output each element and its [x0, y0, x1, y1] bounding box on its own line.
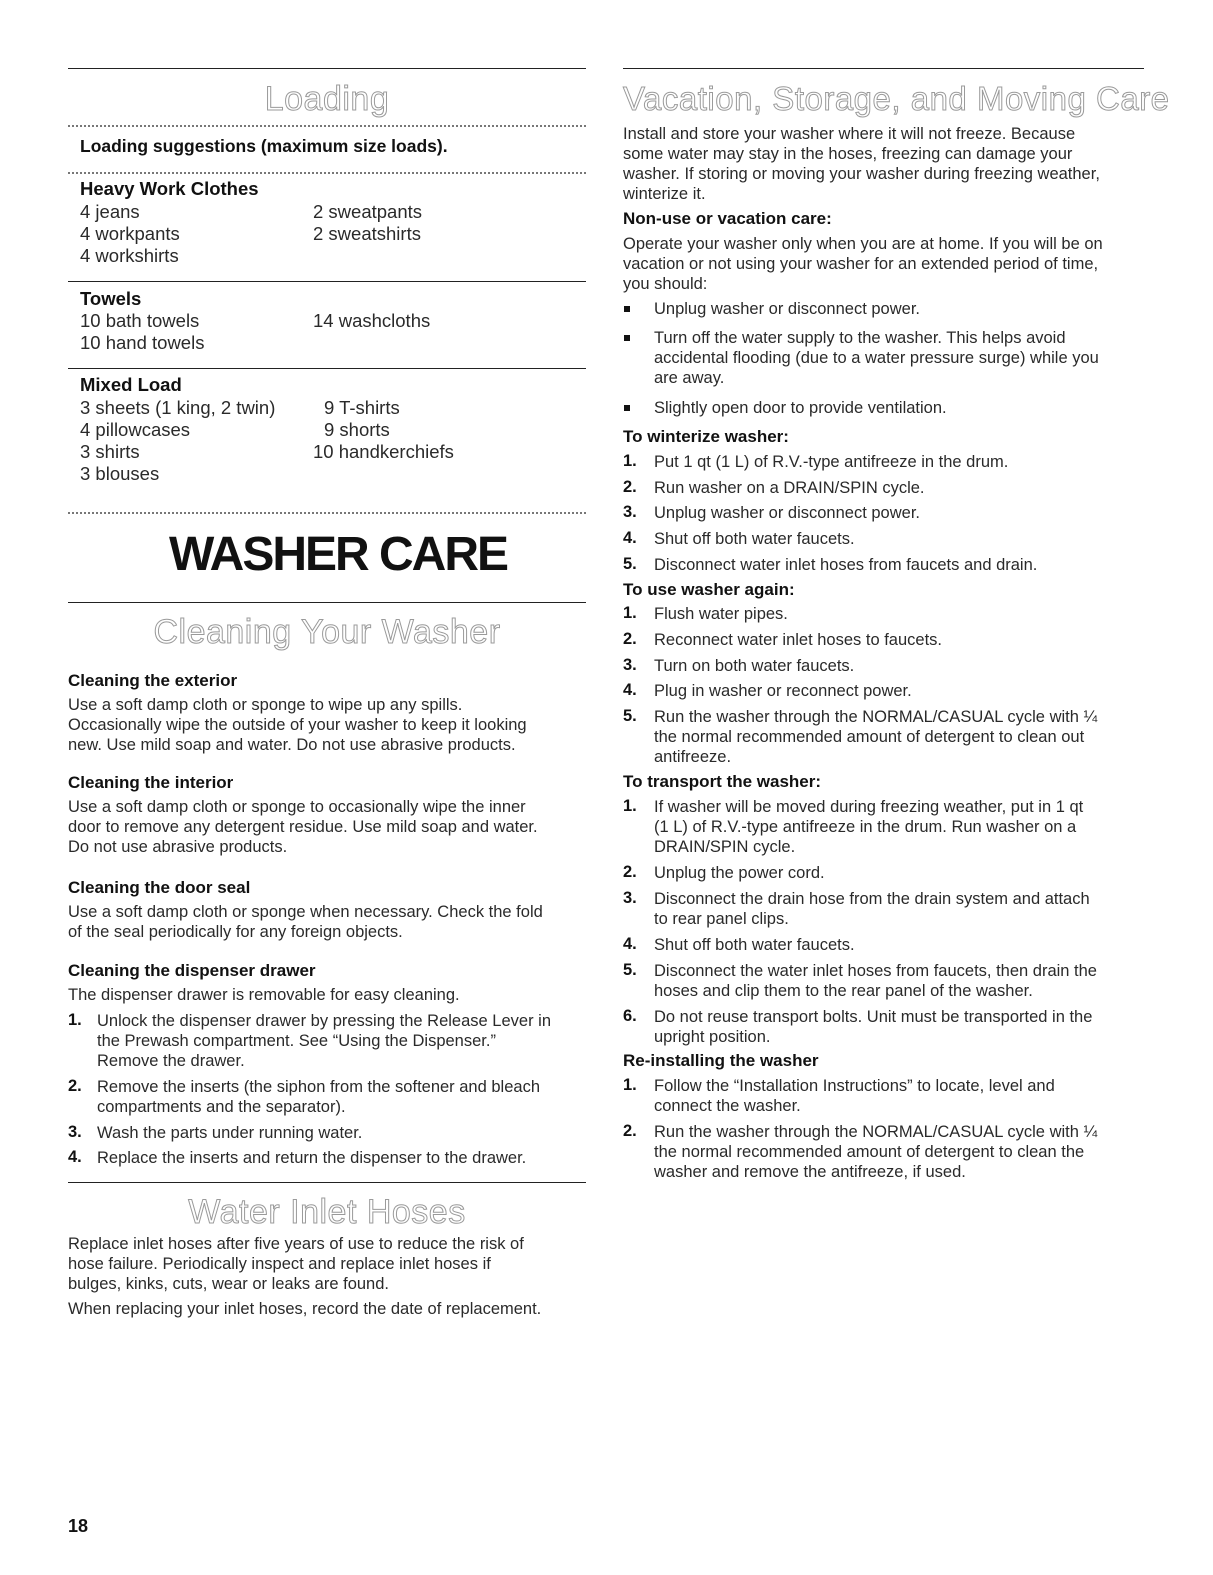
body-line: Operate your washer only when you are at home. If you will be on: [623, 235, 1103, 253]
bullet-line: Turn off the water supply to the washer. This helps avoid: [654, 329, 1066, 347]
step-line: hoses and clip them to the rear panel of the washer.: [654, 982, 1033, 1000]
loading-item: 10 hand towels: [80, 332, 205, 353]
loading-item: 10 handkerchiefs: [313, 441, 454, 462]
loading-item: 3 shirts: [80, 441, 140, 462]
step-number: 2.: [623, 630, 637, 648]
step-line: the normal recommended amount of detergent to clean the: [654, 1143, 1085, 1161]
exterior-title: Cleaning the exterior: [68, 671, 238, 690]
section-rule: [68, 1182, 586, 1183]
step-number: 2.: [68, 1077, 82, 1095]
step-number: 3.: [623, 889, 637, 907]
dotted-rule: [68, 125, 586, 127]
step-number: 3.: [623, 503, 637, 521]
step-line: Flush water pipes.: [654, 605, 788, 623]
step-line: Follow the “Installation Instructions” to locate, level and: [654, 1077, 1055, 1095]
loading-item: 9 shorts: [324, 419, 390, 440]
step-line: Replace the inserts and return the dispenser to the drawer.: [97, 1149, 527, 1167]
body-line: Use a soft damp cloth or sponge when necessary. Check the fold: [68, 903, 543, 921]
loading-item: 9 T-shirts: [324, 397, 400, 418]
body-line: vacation or not using your washer for an extended period of time,: [623, 255, 1099, 273]
step-line: antifreeze.: [654, 748, 732, 766]
loading-item: 3 blouses: [80, 463, 160, 484]
loading-item: 14 washcloths: [313, 310, 431, 331]
section-rule: [68, 281, 586, 282]
bullet-line: Slightly open door to provide ventilation.: [654, 399, 947, 417]
body-line: washer. If storing or moving your washer during freezing weather,: [623, 165, 1100, 183]
step-line: Unplug washer or disconnect power.: [654, 504, 920, 522]
step-line: (1 L) of R.V.-type antifreeze in the drum. Run washer on a: [654, 818, 1077, 836]
step-number: 1.: [623, 452, 637, 470]
transport-title: To transport the washer:: [623, 772, 822, 791]
step-line: washer and remove the antifreeze, if used.: [654, 1163, 966, 1181]
loading-item: 2 sweatshirts: [313, 223, 421, 244]
loading-item: 4 workshirts: [80, 245, 179, 266]
step-line: Disconnect the drain hose from the drain system and attach: [654, 890, 1090, 908]
step-line: Shut off both water faucets.: [654, 936, 855, 954]
step-number: 1.: [68, 1011, 82, 1029]
body-line: Use a soft damp cloth or sponge to occasionally wipe the inner: [68, 798, 526, 816]
step-line: Shut off both water faucets.: [654, 530, 855, 548]
body-line: some water may stay in the hoses, freezing can damage your: [623, 145, 1073, 163]
step-number: 2.: [623, 478, 637, 496]
vacation-heading: Vacation, Storage, and Moving Care: [623, 80, 1170, 117]
mixed-load-title: Mixed Load: [80, 374, 182, 395]
step-line: Wash the parts under running water.: [97, 1124, 363, 1142]
door-seal-title: Cleaning the door seal: [68, 878, 251, 897]
bullet-line: Unplug washer or disconnect power.: [654, 300, 920, 318]
step-line: to rear panel clips.: [654, 910, 789, 928]
loading-item: 4 jeans: [80, 201, 140, 222]
cleaning-heading: Cleaning Your Washer: [153, 613, 501, 651]
bullet-icon: [624, 335, 630, 341]
step-number: 6.: [623, 1007, 637, 1025]
heavy-work-title: Heavy Work Clothes: [80, 178, 259, 199]
hoses-heading: Water Inlet Hoses: [188, 1193, 466, 1231]
nonuse-title: Non-use or vacation care:: [623, 209, 832, 228]
step-number: 3.: [68, 1123, 82, 1141]
body-line: Do not use abrasive products.: [68, 838, 288, 856]
step-line: Do not reuse transport bolts. Unit must be transported in the: [654, 1008, 1093, 1026]
step-line: Unplug the power cord.: [654, 864, 825, 882]
step-number: 1.: [623, 1076, 637, 1094]
loading-item: 3 sheets (1 king, 2 twin): [80, 397, 276, 418]
step-line: upright position.: [654, 1028, 771, 1046]
step-line: Unlock the dispenser drawer by pressing the Release Lever in: [97, 1012, 551, 1030]
step-line: the Prewash compartment. See “Using the Dispenser.”: [97, 1032, 496, 1050]
body-line: Replace inlet hoses after five years of use to reduce the risk of: [68, 1235, 524, 1253]
step-number: 2.: [623, 863, 637, 881]
loading-item: 10 bath towels: [80, 310, 200, 331]
bullet-icon: [624, 405, 630, 411]
loading-heading: Loading: [264, 80, 390, 118]
loading-item: 4 pillowcases: [80, 419, 191, 440]
interior-title: Cleaning the interior: [68, 773, 234, 792]
step-line: Run the washer through the NORMAL/CASUAL cycle with ¼: [654, 708, 1098, 726]
bullet-icon: [624, 306, 630, 312]
dotted-rule: [68, 512, 586, 514]
step-line: Run the washer through the NORMAL/CASUAL cycle with ¼: [654, 1123, 1098, 1141]
step-number: 1.: [623, 604, 637, 622]
top-rule-left: [68, 68, 586, 69]
step-line: Run washer on a DRAIN/SPIN cycle.: [654, 479, 925, 497]
body-line: The dispenser drawer is removable for easy cleaning.: [68, 986, 460, 1004]
step-number: 4.: [623, 935, 637, 953]
section-rule: [68, 602, 586, 603]
body-line: door to remove any detergent residue. Use mild soap and water.: [68, 818, 538, 836]
body-line: of the seal periodically for any foreign objects.: [68, 923, 403, 941]
step-number: 5.: [623, 707, 637, 725]
step-line: Remove the inserts (the siphon from the softener and bleach: [97, 1078, 540, 1096]
section-rule: [68, 368, 586, 369]
loading-item: 4 workpants: [80, 223, 180, 244]
body-line: you should:: [623, 275, 708, 293]
loading-item: 2 sweatpants: [313, 201, 423, 222]
step-number: 1.: [623, 797, 637, 815]
step-number: 4.: [623, 529, 637, 547]
loading-suggestions-title: Loading suggestions (maximum size loads).: [80, 136, 448, 156]
body-line: Install and store your washer where it will not freeze. Because: [623, 125, 1076, 143]
step-line: If washer will be moved during freezing weather, put in 1 qt: [654, 798, 1084, 816]
washer-care-title: WASHER CARE: [169, 528, 508, 581]
body-line: new. Use mild soap and water. Do not use abrasive products.: [68, 736, 516, 754]
body-line: Use a soft damp cloth or sponge to wipe up any spills.: [68, 696, 463, 714]
body-line: winterize it.: [623, 185, 706, 203]
dotted-rule: [68, 172, 586, 174]
step-line: Plug in washer or reconnect power.: [654, 682, 912, 700]
step-line: Disconnect the water inlet hoses from faucets, then drain the: [654, 962, 1097, 980]
towels-title: Towels: [80, 288, 142, 309]
step-line: Turn on both water faucets.: [654, 657, 855, 675]
step-number: 4.: [68, 1148, 82, 1166]
dispenser-title: Cleaning the dispenser drawer: [68, 961, 316, 980]
step-line: Reconnect water inlet hoses to faucets.: [654, 631, 942, 649]
step-line: Put 1 qt (1 L) of R.V.-type antifreeze in the drum.: [654, 453, 1009, 471]
step-line: Disconnect water inlet hoses from faucets and drain.: [654, 556, 1038, 574]
step-line: connect the washer.: [654, 1097, 801, 1115]
page-number: 18: [68, 1516, 89, 1536]
body-line: When replacing your inlet hoses, record the date of replacement.: [68, 1300, 542, 1318]
step-line: Remove the drawer.: [97, 1052, 245, 1070]
step-line: DRAIN/SPIN cycle.: [654, 838, 796, 856]
step-number: 2.: [623, 1122, 637, 1140]
step-number: 5.: [623, 555, 637, 573]
winterize-title: To winterize washer:: [623, 427, 789, 446]
use-again-title: To use washer again:: [623, 580, 795, 599]
step-number: 4.: [623, 681, 637, 699]
reinstall-title: Re-installing the washer: [623, 1051, 819, 1070]
body-line: Occasionally wipe the outside of your washer to keep it looking: [68, 716, 527, 734]
body-line: bulges, kinks, cuts, wear or leaks are found.: [68, 1275, 389, 1293]
step-number: 3.: [623, 656, 637, 674]
bullet-line: are away.: [654, 369, 725, 387]
bullet-line: accidental flooding (due to a water pressure surge) while you: [654, 349, 1099, 367]
step-line: compartments and the separator).: [97, 1098, 346, 1116]
top-rule-right: [623, 68, 1144, 69]
body-line: hose failure. Periodically inspect and replace inlet hoses if: [68, 1255, 491, 1273]
step-line: the normal recommended amount of detergent to clean out: [654, 728, 1085, 746]
step-number: 5.: [623, 961, 637, 979]
